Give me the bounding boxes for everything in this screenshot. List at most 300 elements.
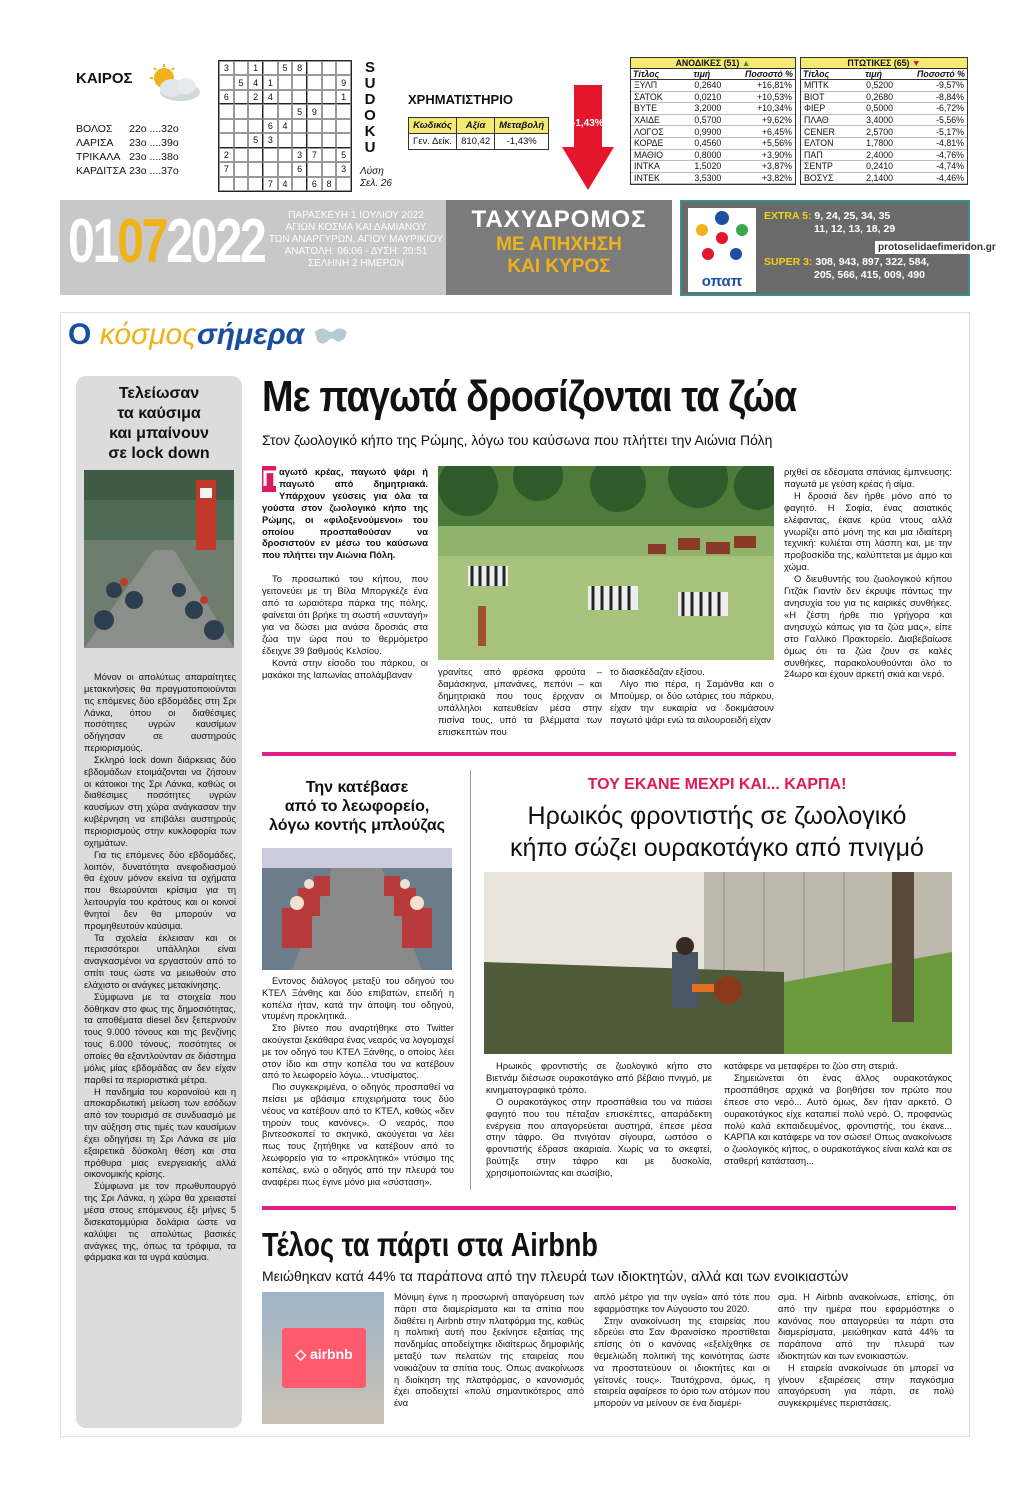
weather-title: ΚΑΙΡΟΣ xyxy=(76,70,133,87)
exchange-header: Αξία xyxy=(457,118,495,134)
gainers-cell: 3,2000 xyxy=(680,103,725,115)
losers-table xyxy=(801,58,967,184)
date-info-line: ΣΕΛΗΝΗ 2 ΗΜΕΡΩΝ xyxy=(308,258,404,269)
extra5-line: 9, 24, 25, 34, 35 xyxy=(814,210,891,222)
zoo-subhead: Στον ζωολογικό κήπο της Ρώμης, λόγω του καύσωνα που πλήττει την Αιώνια Πόλη xyxy=(262,432,773,448)
gainers-cell: 0,5700 xyxy=(680,114,725,126)
sidebar-headline-line: και μπαίνουν xyxy=(109,425,209,442)
gainers-cell: ΜΑΘΙΟ xyxy=(631,149,680,161)
losers-cell: 0,2410 xyxy=(851,161,896,173)
sudoku-cell: 1 xyxy=(336,90,351,104)
sidebar-paragraph: Σύμφωνα με τον πρωθυπουργό της Σρι Λάνκα, η χώρα θα χρειαστεί μέσα στους επόμενους έξι μήνες 5 δισεκατομμύρια δολάρια ώστε να καλύψει τις απολύτως βασικές ανάγκες της, όπως τα τρόφιμα, τα φάρμακα και τα υγρά καύσιμα. xyxy=(84,1181,236,1263)
gainers-cell: ΛΟΓΟΣ xyxy=(631,126,680,138)
gainers-col-header: Ποσοστό % xyxy=(724,69,795,80)
exchange-index-table xyxy=(408,117,549,150)
super3-label: SUPER 3: xyxy=(764,256,813,268)
gainers-title xyxy=(631,58,795,69)
sudoku-cell xyxy=(322,104,337,118)
losers-cell: ΒΟΣΥΣ xyxy=(801,172,851,184)
zoo-column-3 xyxy=(610,666,774,726)
sudoku-cell xyxy=(248,104,263,118)
masthead-band xyxy=(446,200,672,295)
sudoku-cell xyxy=(234,133,249,147)
airbnb-paragraph: απλό μέτρο για την υγεία» από τότε που εφαρμόστηκε τον Αύγουστο του 2020. xyxy=(594,1292,770,1314)
sidebar-headline-line: τα καύσιμα xyxy=(117,405,201,422)
sudoku-cell xyxy=(307,90,322,104)
zoo-paragraph: ριχθεί σε εδέσματα σπάνιας έμπνευσης: παγωτά με γεύση κρέας ή αίμα. xyxy=(784,466,952,489)
losers-cell: -9,57% xyxy=(896,80,967,92)
sudoku-cell: 5 xyxy=(278,61,293,75)
sudoku-cell xyxy=(307,75,322,89)
weather-city: ΚΑΡΔΙΤΣΑ xyxy=(76,165,127,177)
sudoku-cell xyxy=(336,104,351,118)
sudoku-cell xyxy=(322,133,337,147)
sun-cloud-icon xyxy=(142,64,206,104)
sudoku-cell: 1 xyxy=(248,61,263,75)
sudoku-cell: 9 xyxy=(336,75,351,89)
losers-row xyxy=(801,161,967,173)
orangutan-rescue-photo xyxy=(484,872,952,1054)
extra5-label: EXTRA 5: xyxy=(764,210,812,222)
zebras-photo xyxy=(438,466,774,660)
gainers-cell: 3,5300 xyxy=(680,172,725,184)
losers-cell: -4,74% xyxy=(896,161,967,173)
losers-row xyxy=(801,114,967,126)
sudoku-cell xyxy=(219,119,234,133)
weather-range: 22ο ....32ο xyxy=(129,123,179,135)
date-band xyxy=(60,200,446,295)
bus-headline-line: λόγω κοντής μπλούζας xyxy=(269,817,445,834)
sudoku-cell xyxy=(248,119,263,133)
sudoku-solution-page: Σελ. 26 xyxy=(360,178,392,189)
gainers-cell: ΣΑΤΟΚ xyxy=(631,91,680,103)
sudoku-cell xyxy=(234,90,249,104)
sudoku-cell: 4 xyxy=(278,119,293,133)
losers-cell: 0,2680 xyxy=(851,91,896,103)
masthead-slogan-line: ΚΑΙ ΚΥΡΟΣ xyxy=(507,256,611,277)
gainers-cell: +3,82% xyxy=(724,172,795,184)
orangutan-title-line: Ηρωικός φροντιστής σε ζωολογικό xyxy=(527,802,907,830)
exchange-header: Κωδικός xyxy=(409,118,457,134)
losers-row xyxy=(801,149,967,161)
losers-cell: -4,76% xyxy=(896,149,967,161)
sudoku-cell: 5 xyxy=(336,148,351,162)
airbnb-headline: Τέλος τα πάρτι στα Airbnb xyxy=(262,1226,598,1263)
losers-row xyxy=(801,91,967,103)
weather-table xyxy=(76,122,182,178)
sudoku-cell: 4 xyxy=(248,75,263,89)
gainers-cell: +5,56% xyxy=(724,137,795,149)
losers-row xyxy=(801,103,967,115)
losers-col-header: Ποσοστό % xyxy=(896,69,967,80)
sudoku-cell xyxy=(234,162,249,176)
losers-cell: -4,46% xyxy=(896,172,967,184)
orangutan-kicker: ΤΟΥ ΕΚΑΝΕ ΜΕΧΡΙ ΚΑΙ... ΚΑΡΠΑ! xyxy=(587,776,847,793)
bus-body xyxy=(262,976,454,1188)
sudoku-cell xyxy=(278,133,293,147)
date-year: 2022 xyxy=(166,207,265,276)
sudoku-label-letter: U xyxy=(364,139,376,156)
sudoku-cell xyxy=(234,61,249,75)
sudoku-cell: 9 xyxy=(307,104,322,118)
gainers-cell: ΞΥΛΠ xyxy=(631,80,680,92)
sudoku-cell: 5 xyxy=(292,104,307,118)
sudoku-cell xyxy=(336,61,351,75)
section-title-kosmos: κόσμος xyxy=(99,318,197,351)
gainers-cell: ΚΟΡΔΕ xyxy=(631,137,680,149)
sudoku-cell xyxy=(219,75,234,89)
sudoku-cell xyxy=(307,162,322,176)
bus-headline-line: από το λεωφορείο, xyxy=(284,798,430,815)
exchange-cell: Γεν. Δείκ. xyxy=(409,134,457,150)
column-separator xyxy=(470,770,471,1190)
issue-date xyxy=(68,206,264,277)
airbnb-column-2 xyxy=(594,1292,770,1410)
date-info xyxy=(268,210,444,270)
sudoku-cell: 3 xyxy=(336,162,351,176)
opap-figure-icon xyxy=(688,208,756,268)
gainers-cell: +3,87% xyxy=(724,161,795,173)
losers-row xyxy=(801,172,967,184)
gainers-cell: +10,34% xyxy=(724,103,795,115)
sidebar-headline-line: Τελείωσαν xyxy=(118,385,200,402)
gainers-cell: ΙΝΤΕΚ xyxy=(631,172,680,184)
gainers-cell: ΙΝΤΚΑ xyxy=(631,161,680,173)
gainers-cell: 0,0210 xyxy=(680,91,725,103)
zoo-column-1 xyxy=(262,466,428,680)
weather-row xyxy=(76,122,182,136)
gainers-cell: 0,4560 xyxy=(680,137,725,149)
sudoku-cell xyxy=(336,177,351,191)
sudoku-cell xyxy=(263,162,278,176)
sudoku-cell xyxy=(234,104,249,118)
masthead-title: ΤΑΧΥΔΡΟΜΟΣ xyxy=(471,206,647,233)
watermark: protoselidaefimeridon.gr xyxy=(875,241,999,254)
losers-title-text: ΠΤΩΤΙΚΕΣ (65) xyxy=(847,58,910,68)
sudoku-cell xyxy=(292,90,307,104)
sidebar-body xyxy=(84,672,236,1264)
losers-cell: ΠΑΠ xyxy=(801,149,851,161)
zoo-paragraph: Ο διευθυντής του ζωολογικού κήπου Γιτζάκ Γιαντίν δεν έκρυψε πάντως την ανησυχία του για τις καιρικές συνθήκες. «Η ζέστη ήρθε πιο γρήγορα και ανησυχώ κάπως για τα ζώα μας», είπε στο Γαλλικό Πρακτορείο. Διαβεβαίωσε όμως ότι τα ζώα ζουν σε καλές συνθήκες, παρακολουθούνται όλο το 24ωρο και έχουν αρκετή σκιά και νερό. xyxy=(784,573,952,680)
sudoku-cell xyxy=(234,148,249,162)
date-info-line: ΑΓΙΩΝ ΚΟΣΜΑ ΚΑΙ ΔΑΜΙΑΝΟΥ xyxy=(285,222,427,233)
losers-cell: CENER xyxy=(801,126,851,138)
sudoku-cell xyxy=(248,162,263,176)
sudoku-cell xyxy=(292,177,307,191)
sidebar-paragraph: Τα σχολεία έκλεισαν και οι περισσότεροι υπάλληλοι είναι αναγκασμένοι να εργαστούν από το σπίτι τους ώστε να μειωθούν στο ελάχιστο οι ανάγκες μετακίνησης. xyxy=(84,932,236,990)
sudoku-cell: 8 xyxy=(322,177,337,191)
sidebar-paragraph: Για τις επόμενες δύο εβδομάδες, λοιπόν, δυνατότητα ανεφοδιασμού θα έχουν μόνον εκείνα τα οχήματα που θεωρούνται κρίσιμα για τη λειτουργία του κράτους και οι κοινοί θνητοί δεν θα μπορούν να προμηθευτούν καύσιμα. xyxy=(84,849,236,931)
weather-row xyxy=(76,164,182,178)
sudoku-cell xyxy=(322,119,337,133)
losers-cell: 0,5200 xyxy=(851,80,896,92)
airbnb-subhead: Μειώθηκαν κατά 44% τα παράπονα από την πλευρά των ιδιοκτητών, αλλά και των ενοικιαστών xyxy=(262,1268,849,1284)
orangutan-paragraph: Ο ουρακοτάγκος στην προσπάθεια του να πιάσει φαγητό που του πέταξαν επισκέπτες, απαράδεκτη ενέργεια που απαγορεύεται αυστηρά, έπεσε μέσα στην τάφρο. Θα πνιγόταν σίγουρα, ωστόσο ο φροντιστής έδρασε ακαριαία. Χωρίς να το σκεφτεί, βούτηξε στην τάφρο και με δυσκολία, χρησιμοποιώντας και σωσίβιο, xyxy=(486,1095,712,1179)
zoo-headline: Με παγωτά δροσίζονται τα ζώα xyxy=(262,372,797,421)
up-arrow-icon: ▲ xyxy=(741,58,751,68)
sudoku-cell: 7 xyxy=(307,148,322,162)
date-info-line: ΑΝΑΤΟΛΗ: 06:06 - ΔΥΣΗ: 20:51 xyxy=(284,246,428,257)
gainers-cell: 0,9900 xyxy=(680,126,725,138)
fuel-queue-photo xyxy=(84,470,234,648)
sudoku-grid xyxy=(218,60,352,192)
weather-range: 23ο ....37ο xyxy=(129,165,179,177)
airbnb-logo-icon: ◇ xyxy=(295,1346,307,1362)
sudoku-cell xyxy=(248,177,263,191)
date-info-line: ΠΑΡΑΣΚΕΥΗ 1 ΙΟΥΛΙΟΥ 2022 xyxy=(288,210,424,221)
section-title-o: Ο xyxy=(68,318,92,351)
section-title xyxy=(68,318,349,358)
airbnb-sign xyxy=(282,1328,366,1388)
zoo-drop-cap: Π xyxy=(262,466,278,491)
sudoku-cell: 7 xyxy=(219,162,234,176)
sidebar-article xyxy=(76,376,242,1428)
gainers-cell: 0,8000 xyxy=(680,149,725,161)
airbnb-column-1 xyxy=(394,1292,584,1410)
gainers-row xyxy=(631,80,795,92)
orangutan-paragraph: Σημειώνεται ότι ένας άλλος ουρακοτάγκος προσπάθησε αρχικά να βοηθήσει τον πρώτο που έπεσε στο νερό... Αυτό όμως, δεν ήταν αρκετό. Ο ουρακοτάγκος είχε καταπιεί πολύ νερό. Ο, προφανώς πολύ καλά εκπαιδευμένος, φροντιστής, του έκανε... ΚΑΡΠΑ και κατάφερε να τον σώσει! Οπως ανακοίνωσε ο ζωολογικός κήπος, ο ουρακοτάγκος είναι καλά και σε σταθερή κατάσταση... xyxy=(724,1071,952,1167)
down-arrow-small-icon: ▼ xyxy=(911,58,921,68)
zoo-column-2 xyxy=(438,666,602,737)
orangutan-column-1 xyxy=(486,1060,712,1179)
sudoku-cell xyxy=(263,148,278,162)
gainers-row xyxy=(631,114,795,126)
sudoku-cell xyxy=(307,119,322,133)
losers-cell: 2,1400 xyxy=(851,172,896,184)
extra5-results xyxy=(764,210,895,236)
bus-paragraph: Εντονος διάλογος μεταξύ του οδηγού του ΚΤΕΛ Ξάνθης και δύο επιβατών, επειδή η κοπέλα ήταν, κατά την άποψη του οδηγού, ντυμένη προκλητικά. xyxy=(262,976,454,1022)
losers-col-header: Τίτλος xyxy=(801,69,851,80)
orangutan-title-line: κήπο σώζει ουρακοτάγκο από πνιγμό xyxy=(510,834,924,862)
exchange-cell: -1,43% xyxy=(495,134,549,150)
sidebar-paragraph: Σκληρό lock down διάρκειας δύο εβδομάδων ετοιμάζονται να ζήσουν οι κάτοικοι της Σρι Λάνκα, καθώς οι διαθέσιμες ποσότητες υγρών καυσίμων στη χώρα ανάγκασαν την κυβέρνηση να επιβάλει αυστηρούς περιορισμούς στην κυκλοφορία των οχημάτων. xyxy=(84,754,236,848)
sidebar-paragraph: Η πανδημία του κορονοϊού και η αποκαρδιωτική μείωση των εσόδων από τον τουρισμό σε συνδυασμό με την αύξηση στις τιμές των καυσίμων έχει οδηγήσει τη Σρι Λάνκα σε μία εξαιρετικά δύσκολη θέση και στα πρόθυρα μιας ενεργειακής αλλά οικονομικής κρίσης. xyxy=(84,1086,236,1180)
airbnb-paragraph: σμα. Η Airbnb ανακοίνωσε, επίσης, ότι από την ημέρα που εφαρμόστηκε ο κανόνας που απαγορεύει τα πάρτι στα διαμερίσματα, μειώθηκαν κατά 44% τα παράπονα από την πλευρά των ιδιοκτητών και των ενοικιαστών. xyxy=(778,1292,954,1361)
gainers-col-header: τιμή xyxy=(680,69,725,80)
losers-cell: -5,17% xyxy=(896,126,967,138)
gainers-col-header: Τίτλος xyxy=(631,69,680,80)
gainers-cell: 0,2640 xyxy=(680,80,725,92)
sudoku-cell: 6 xyxy=(307,177,322,191)
masthead-slogan xyxy=(446,234,672,278)
down-arrow-icon xyxy=(562,85,614,190)
gainers-row xyxy=(631,103,795,115)
orangutan-title xyxy=(480,800,954,864)
losers-cell: -8,84% xyxy=(896,91,967,103)
super3-results xyxy=(764,256,929,282)
gainers-title-text: ΑΝΟΔΙΚΕΣ (51) xyxy=(675,58,740,68)
gainers-box xyxy=(630,57,796,185)
gainers-row xyxy=(631,161,795,173)
sudoku-cell: 3 xyxy=(219,61,234,75)
section-title-simera: σήμερα xyxy=(196,318,305,351)
losers-cell: -6,72% xyxy=(896,103,967,115)
extra5-line: 11, 12, 13, 18, 29 xyxy=(814,223,896,235)
divider xyxy=(262,752,956,756)
sudoku-solution-ref xyxy=(360,166,392,190)
sudoku-cell: 7 xyxy=(263,177,278,191)
orangutan-column-2 xyxy=(724,1060,952,1167)
sudoku-cell xyxy=(336,119,351,133)
sudoku-cell xyxy=(248,148,263,162)
weather-city: ΤΡΙΚΑΛΑ xyxy=(76,151,121,163)
zoo-column-4 xyxy=(784,466,952,680)
gainers-cell: +6,45% xyxy=(724,126,795,138)
sudoku-label-letter: U xyxy=(364,75,376,92)
exchange-title: ΧΡΗΜΑΤΙΣΤΗΡΙΟ xyxy=(408,92,513,107)
losers-box xyxy=(800,57,968,185)
sudoku-cell: 6 xyxy=(263,119,278,133)
sudoku-cell: 6 xyxy=(219,90,234,104)
airbnb-logo-text: airbnb xyxy=(309,1346,353,1362)
super3-line: 308, 943, 897, 322, 584, xyxy=(815,256,930,268)
sudoku-cell xyxy=(322,148,337,162)
losers-col-header: τιμή xyxy=(851,69,896,80)
zoo-paragraph: Κοντά στην είσοδο του πάρκου, οι μακάκοι της Ιαπωνίας απολάμβαναν xyxy=(262,656,428,680)
losers-cell: 1,7800 xyxy=(851,137,896,149)
weather-row xyxy=(76,136,182,150)
orangutan-paragraph: Ηρωικός φροντιστής σε ζωολογικό κήπο στο Βιετνάμ διέσωσε ουρακοτάγκο από βέβαιο πνιγμό, με κινηματογραφικό τρόπο. xyxy=(486,1060,712,1095)
airbnb-column-3 xyxy=(778,1292,954,1410)
sudoku-cell: 2 xyxy=(248,90,263,104)
date-month: 07 xyxy=(117,207,167,276)
zoo-paragraph: γρανίτες από φρέσκα φρούτα – δαμάσκηνα, μπανάνες, πεπόνι – και δημητριακά που τους έριχναν οι υπάλληλοι κατευθείαν μέσα στην πισίνα τους, υπό τα βλέμματα των επισκεπτών που xyxy=(438,666,602,737)
super3-line: 205, 566, 415, 009, 490 xyxy=(814,269,925,281)
sudoku-cell: 4 xyxy=(278,177,293,191)
losers-cell: 3,4000 xyxy=(851,114,896,126)
index-change-value: -1,43% xyxy=(572,118,604,129)
sudoku-cell xyxy=(219,104,234,118)
airbnb-paragraph: Η εταιρεία ανακοίνωσε ότι μπορεί να γίνουν εξαιρέσεις στην παγκόσμια απαγόρευση για πάρτι, σε πολύ συγκεκριμένες περιστάσεις. xyxy=(778,1362,954,1409)
bus-paragraph: Στο βίντεο που αναρτήθηκε στο Twitter ακούγεται ξεκάθαρα ένας νεαρός να λογομαχεί με τον οδηγό του ΚΤΕΛ Ξάνθης, ο οποίος λέει στον ίδιο και στην κοπέλα του να κατέβουν από το λεωφορείο λόγω... ντυσίματος. xyxy=(262,1023,454,1081)
gainers-cell: +3,90% xyxy=(724,149,795,161)
sudoku-cell: 5 xyxy=(248,133,263,147)
sudoku-solution-label: Λύση xyxy=(360,166,384,177)
gainers-cell: 1,5020 xyxy=(680,161,725,173)
losers-row xyxy=(801,126,967,138)
losers-cell: ΠΛΑΘ xyxy=(801,114,851,126)
gainers-cell: +10,53% xyxy=(724,91,795,103)
losers-cell: ΜΠΤΚ xyxy=(801,80,851,92)
bus-paragraph: Πιο συγκεκριμένα, ο οδηγός προσπαθεί να πείσει με αβάσιμα επιχειρήματα τους δύο νέους να κατέβουν από το ΚΤΕΛ, καθώς «δεν τηρούν τους κανόνες». Ο νεαρός, που βιντεοσκοπεί το σκηνικό, ακούγεται να λέει πως τους ζητήθηκε να κατέβουν από το λεωφορείο για το «προκλητικό» ντύσιμο της κοπέλας, ενώ ο οδηγός από την πλευρά του αναφέρει πως έγινε μόνο μια «σύσταση». xyxy=(262,1082,454,1187)
world-map-icon xyxy=(313,324,349,348)
sudoku-cell: 8 xyxy=(292,61,307,75)
zoo-paragraph: Το προσωπικό του κήπου, που γειτονεύει με τη Βίλα Μποργκέζε ένα από τα ωραιότερα πάρκα της πόλης, φαίνεται ότι βρήκε τη σωστή «συνταγή» για να δώσει μια ανάσα δροσιάς στα ζώα την ώρα που το θερμόμετρο έδειχνε 39 βαθμούς Κελσίου. xyxy=(262,573,428,656)
opap-logo xyxy=(688,208,756,292)
weather-city: ΛΑΡΙΣΑ xyxy=(76,137,114,149)
sudoku-cell xyxy=(322,162,337,176)
sudoku-cell: 3 xyxy=(263,133,278,147)
exchange-header: Μεταβολή xyxy=(495,118,549,134)
sudoku-cell xyxy=(234,119,249,133)
sudoku-cell xyxy=(292,119,307,133)
weather-range: 23ο ....39ο xyxy=(129,137,179,149)
losers-cell: -4,81% xyxy=(896,137,967,149)
sudoku-cell xyxy=(219,133,234,147)
sudoku-cell xyxy=(219,177,234,191)
losers-cell: -5,56% xyxy=(896,114,967,126)
divider xyxy=(262,1206,956,1210)
gainers-cell: +16,81% xyxy=(724,80,795,92)
gainers-cell: ΧΑΙΔΕ xyxy=(631,114,680,126)
date-day: 01 xyxy=(68,207,118,276)
sidebar-paragraph: Μόνον οι απολύτως απαραίτητες μετακινήσεις θα πραγματοποιούνται τις επόμενες δύο εβδομάδες στη Σρι Λάνκα, όπου οι διαθέσιμες ποσότητες υγρών καυσίμων οδήγησαν σε αυστηρούς περιορισμούς. xyxy=(84,672,236,754)
gainers-row xyxy=(631,137,795,149)
zoo-lead xyxy=(262,466,428,561)
zoo-paragraph: Η δροσιά δεν ήρθε μόνο από το φαγητό. Η Σοφία, ένας ασιατικός ελέφαντας, έκανε κρύα ντους αλλά γνωρίζει από μόνη της και μια ιδιαίτερη τεχνική: κυλιέται στη λάσπη και, με την προβοσκίδα της, καλύπτεται με άμμο και χώμα. xyxy=(784,489,952,573)
sudoku-cell: 1 xyxy=(263,75,278,89)
losers-row xyxy=(801,80,967,92)
zoo-paragraph: Λίγο πιο πέρα, η Σαμάνθα και ο Μπούμερ, οι δύο ωτάριες του πάρκου, είχαν την ευκαιρία να δοκιμάσουν παγωτό ψάρι ενώ τα αιλουροειδή είχαν xyxy=(610,677,774,725)
weather-range: 23ο ....38ο xyxy=(129,151,179,163)
sudoku-cell: 4 xyxy=(263,90,278,104)
gainers-cell: ΒΥΤΕ xyxy=(631,103,680,115)
weather-city: ΒΟΛΟΣ xyxy=(76,123,113,135)
gainers-row xyxy=(631,126,795,138)
bus-headline-line: Την κατέβασε xyxy=(305,779,409,796)
airbnb-paragraph: Στην ανακοίνωση της εταιρείας που εδρεύει στο Σαν Φρανσίσκο προστίθεται επίσης ότι ο κανόνας «εξελίχθηκε σε θεμελιώδη πολιτική της κοινότητας ώστε να προστατεύουν οι ιδιοκτήτες και οι γείτονές τους». Ταυτόχρονα, όμως, η εταιρεία αφαίρεσε το όριο των ατόμων που μπορούν να μείνουν σε ένα διαμέρι- xyxy=(594,1315,770,1409)
sudoku-label-letter: K xyxy=(364,123,376,140)
sidebar-headline-line: σε lock down xyxy=(108,445,210,462)
sudoku-cell xyxy=(292,133,307,147)
sudoku-cell: 6 xyxy=(292,162,307,176)
bus-headline xyxy=(262,778,452,835)
losers-cell: 2,5700 xyxy=(851,126,896,138)
sidebar-paragraph: Σύμφωνα με τα στοιχεία που δόθηκαν στο φως της δημοσιότητας, τα αποθέματα diesel δεν ξεπερνούν τους 9.000 τόνους και της βενζίνης τους 6.000 τόνους, ποσότητες οι οποίες θα εξαντλούνταν σε διάστημα μόλις μίας εβδομάδας αν δεν είχαν παρθεί τα περιοριστικά μέτρα. xyxy=(84,991,236,1085)
losers-title xyxy=(801,58,967,69)
sudoku-cell xyxy=(322,90,337,104)
losers-cell: ΕΛΤΟΝ xyxy=(801,137,851,149)
sudoku-cell xyxy=(278,104,293,118)
losers-cell: ΒΙΟΤ xyxy=(801,91,851,103)
gainers-table xyxy=(631,58,795,184)
sudoku-cell xyxy=(336,133,351,147)
sudoku-cell xyxy=(307,61,322,75)
gainers-row xyxy=(631,149,795,161)
losers-cell: 0,5000 xyxy=(851,103,896,115)
sudoku-cell xyxy=(292,75,307,89)
losers-row xyxy=(801,137,967,149)
bus-interior-photo xyxy=(262,848,452,970)
losers-cell: ΦΙΕΡ xyxy=(801,103,851,115)
airbnb-paragraph: Μόνιμη έγινε η προσωρινή απαγόρευση των πάρτι στα διαμερίσματα και τα σπίτια που διαθέτει η Airbnb στην πλατφόρμα της, καθώς η πολιτική αυτή που ξεκίνησε εξαιτίας της πανδημίας αποδείχτηκε ιδιαίτερως δημοφιλής μεταξύ των πελατών της εταιρείας που νοικιάζουν τα σπίτια τους. Οπως ανακοίνωσε η διοίκηση της πλατφόρμας, ο κανονισμός έχει αποδειχτεί «πολύ σημαντικότερος από ένα xyxy=(394,1292,584,1409)
airbnb-photo xyxy=(262,1292,384,1424)
sudoku-cell xyxy=(278,75,293,89)
sudoku-label xyxy=(360,60,380,156)
sudoku-cell xyxy=(322,61,337,75)
opap-logo-text: οπαπ xyxy=(701,273,743,290)
sidebar-headline xyxy=(82,384,236,464)
losers-cell: 2,4000 xyxy=(851,149,896,161)
sudoku-cell: 3 xyxy=(292,148,307,162)
sudoku-cell xyxy=(278,90,293,104)
gainers-row xyxy=(631,91,795,103)
weather-row xyxy=(76,150,182,164)
zoo-lead-text: αγωτό κρέας, παγωτό ψάρι ή παγωτό από δημητριακά. Υπάρχουν γεύσεις για όλα τα γούστα στον ζωολογικό κήπο της Ρώμης, οι «φιλοξενούμενοι» του οποίου προσπαθούσαν να δροσιστούν εν μέσω του καύσωνα που πλήττει την Αιώνια Πόλη. xyxy=(262,466,428,561)
sudoku-label-letter: D xyxy=(364,91,376,108)
sudoku-cell xyxy=(234,177,249,191)
sudoku-cell xyxy=(278,148,293,162)
sudoku-cell xyxy=(263,104,278,118)
masthead-slogan-line: ΜΕ ΑΠΗΧΗΣΗ xyxy=(496,234,622,255)
sudoku-cell xyxy=(322,75,337,89)
gainers-row xyxy=(631,172,795,184)
zoo-paragraph: το διασκέδαζαν εξίσου. xyxy=(610,666,705,677)
weather-box xyxy=(62,60,210,190)
losers-cell: ΣΕΝΤΡ xyxy=(801,161,851,173)
sudoku-label-letter: O xyxy=(364,107,376,124)
sudoku-cell xyxy=(307,133,322,147)
